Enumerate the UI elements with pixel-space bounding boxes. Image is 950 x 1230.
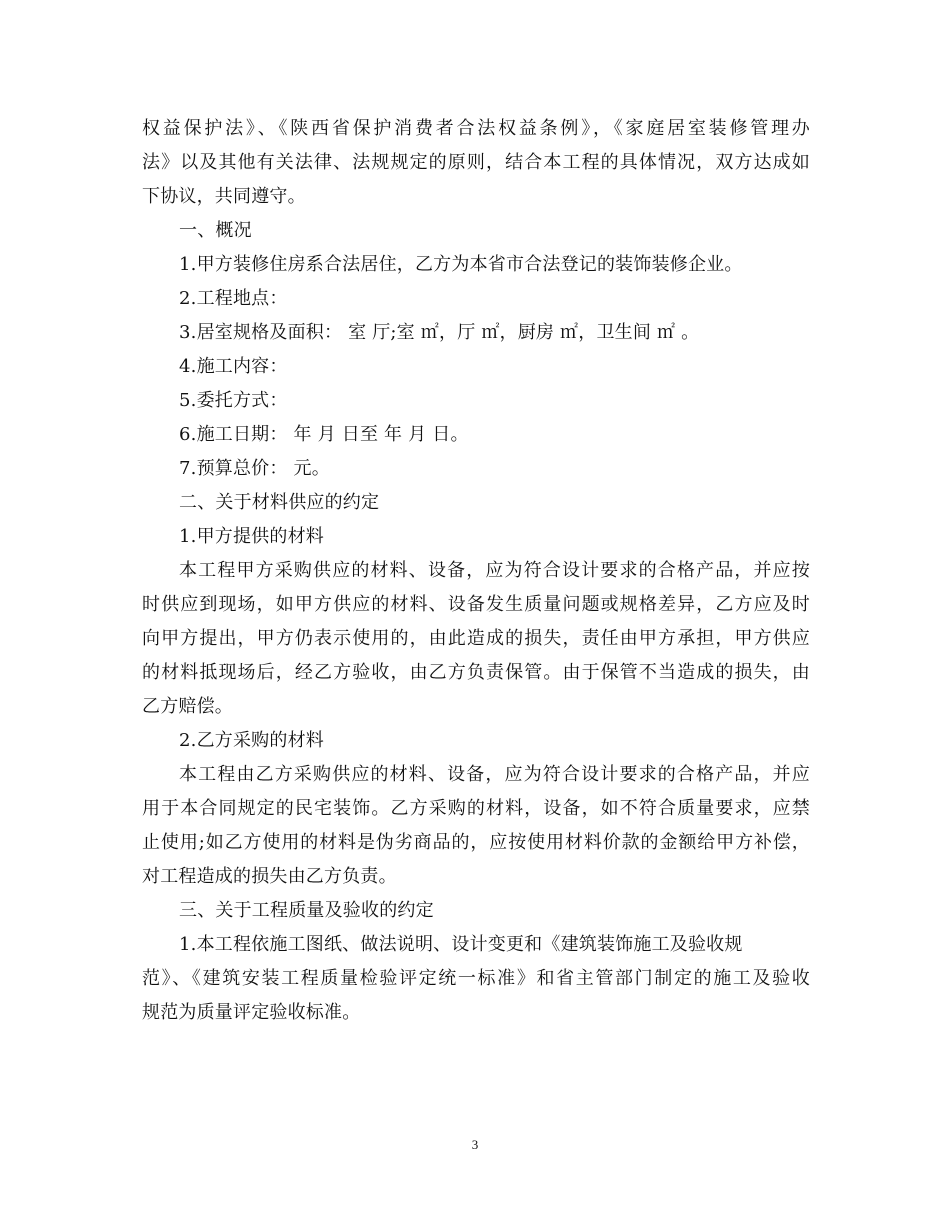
- text-line-3: 下协议，共同遵守。: [142, 186, 306, 207]
- clause-1-3: 3.居室规格及面积： 室 厅;室 ㎡，厅 ㎡，厨房 ㎡，卫生间 ㎡ 。: [179, 322, 700, 343]
- section-heading-materials: 二、关于材料供应的约定: [179, 492, 380, 513]
- clause-1-2: 2.工程地点：: [179, 288, 288, 309]
- paragraph-2-2-line-3: 止使用;如乙方使用的材料是伪劣商品的，应按使用材料价款的金额给甲方补偿，: [142, 832, 810, 853]
- section-heading-quality: 三、关于工程质量及验收的约定: [179, 900, 434, 921]
- clause-1-5: 5.委托方式：: [179, 390, 288, 411]
- paragraph-2-1-line-2: 时供应到现场，如甲方供应的材料、设备发生质量问题或规格差异，乙方应及时: [142, 594, 810, 615]
- clause-3-1-line-2: 范》、《建筑安装工程质量检验评定统一标准》和省主管部门制定的施工及验收: [142, 968, 810, 989]
- document-body: [142, 112, 810, 1030]
- clause-1-6: 6.施工日期： 年 月 日至 年 月 日。: [179, 424, 469, 445]
- clause-1-4: 4.施工内容：: [179, 356, 288, 377]
- clause-1-7: 7.预算总价： 元。: [179, 458, 330, 479]
- paragraph-2-1-line-1: 本工程甲方采购供应的材料、设备，应为符合设计要求的合格产品，并应按: [179, 560, 810, 581]
- paragraph-2-2-line-1: 本工程由乙方采购供应的材料、设备，应为符合设计要求的合格产品，并应: [179, 764, 810, 785]
- paragraph-2-2-line-4: 对工程造成的损失由乙方负责。: [142, 866, 397, 887]
- text-line-1: 权益保护法》、《陕西省保护消费者合法权益条例》，《家庭居室装修管理办: [142, 118, 810, 139]
- page-number: 3: [471, 1137, 479, 1152]
- text-line-2: 法》以及其他有关法律、法规规定的原则，结合本工程的具体情况，双方达成如: [142, 152, 810, 173]
- clause-3-1-line-3: 规范为质量评定验收标准。: [142, 1002, 361, 1023]
- paragraph-2-2-line-2: 用于本合同规定的民宅装饰。乙方采购的材料，设备，如不符合质量要求，应禁: [142, 798, 810, 819]
- section-heading-overview: 一、概况: [179, 220, 252, 241]
- paragraph-2-1-line-3: 向甲方提出，甲方仍表示使用的，由此造成的损失，责任由甲方承担，甲方供应: [142, 628, 810, 649]
- paragraph-2-1-line-5: 乙方赔偿。: [142, 696, 233, 717]
- clause-3-1-line-1: 1.本工程依施工图纸、做法说明、设计变更和《建筑装饰施工及验收规: [179, 934, 743, 955]
- clause-2-1: 1.甲方提供的材料: [179, 526, 324, 547]
- paragraph-2-1-line-4: 的材料抵现场后，经乙方验收，由乙方负责保管。由于保管不当造成的损失，由: [142, 662, 810, 683]
- clause-1-1: 1.甲方装修住房系合法居住，乙方为本省市合法登记的装饰装修企业。: [179, 254, 743, 275]
- clause-2-2: 2.乙方采购的材料: [179, 730, 324, 751]
